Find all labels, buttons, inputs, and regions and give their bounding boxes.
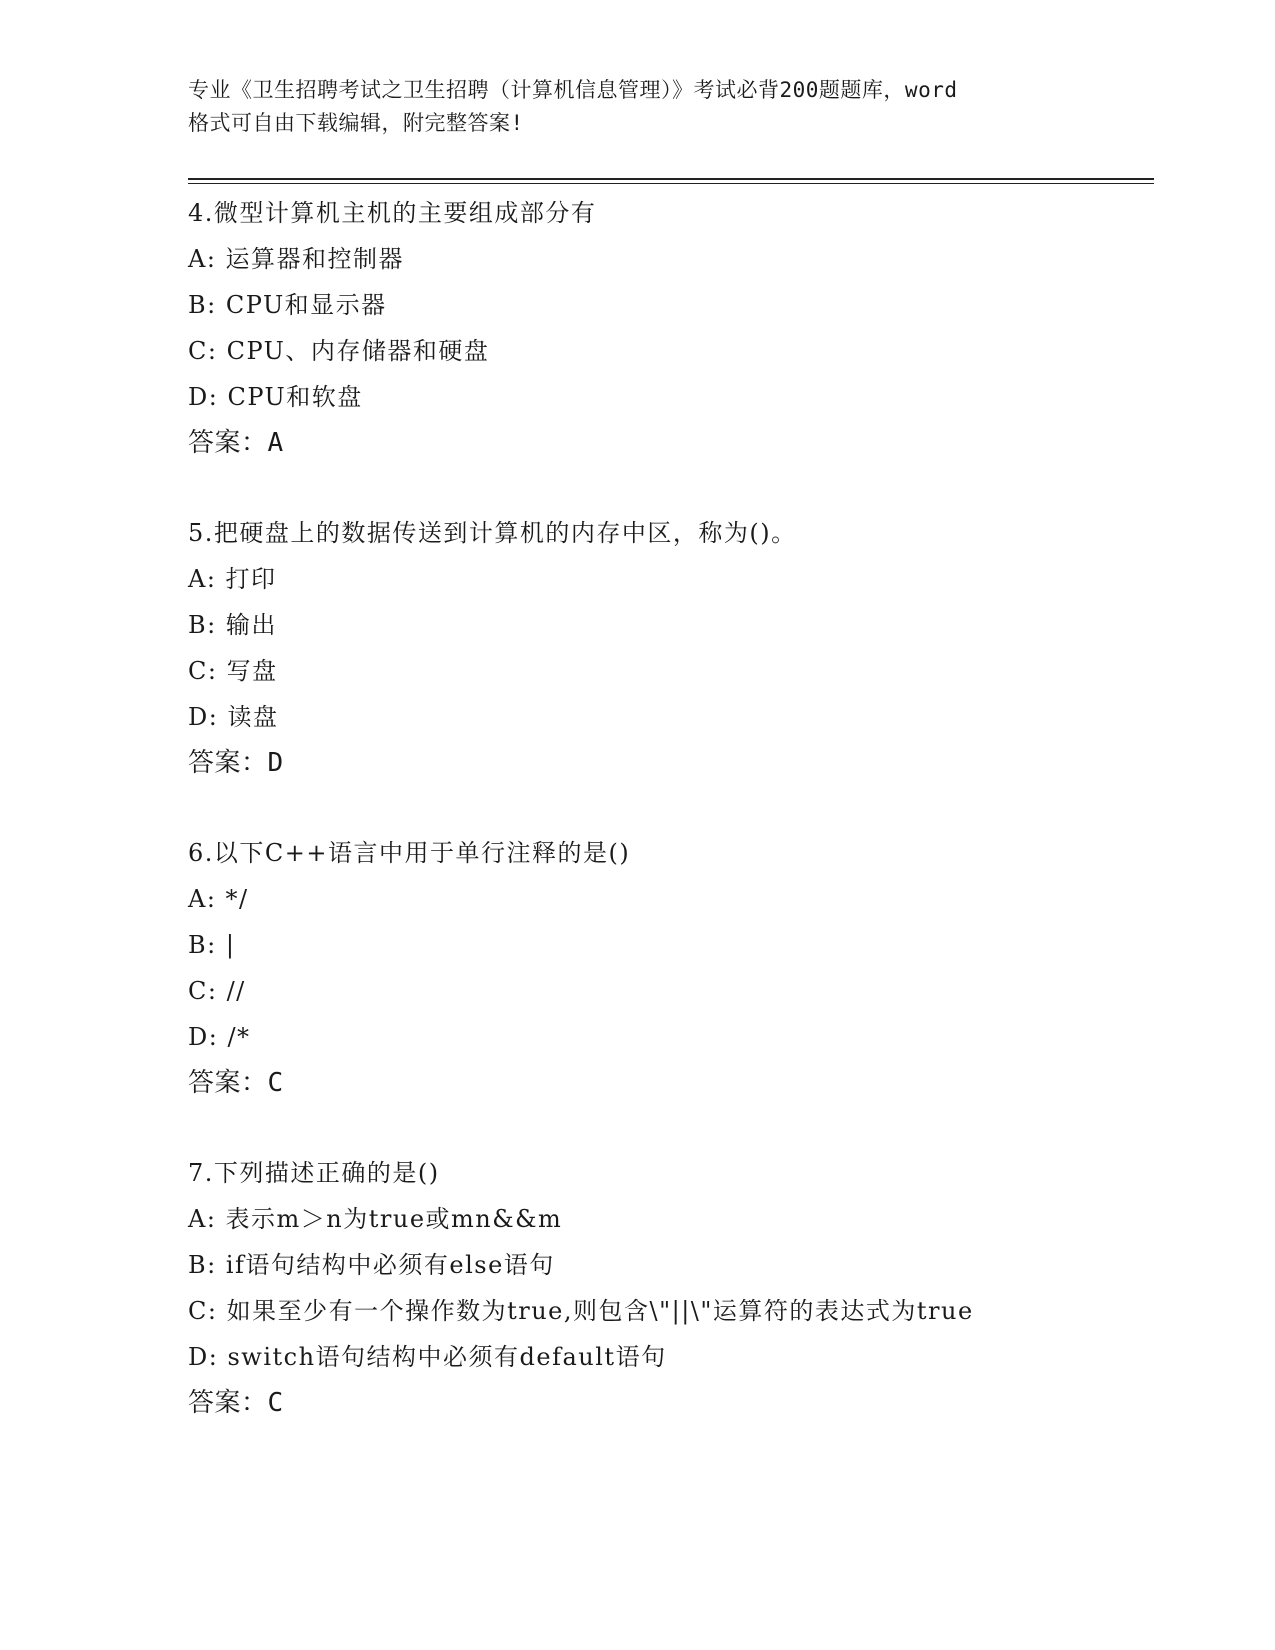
header-divider-thick <box>188 178 1154 180</box>
header-line-2: 格式可自由下载编辑，附完整答案! <box>188 111 524 135</box>
option-d: D: 读盘 <box>188 703 279 731</box>
answer: 答案：D <box>188 748 284 778</box>
question-stem: 7.下列描述正确的是() <box>188 1159 440 1187</box>
option-c: C: 如果至少有一个操作数为true,则包含\"||\"运算符的表达式为true <box>188 1297 974 1325</box>
question-list <box>188 190 1148 1426</box>
header-line-1: 专业《卫生招聘考试之卫生招聘（计算机信息管理）》考试必背200题题库，word <box>188 78 958 102</box>
question-stem: 6.以下C++语言中用于单行注释的是() <box>188 839 631 867</box>
option-b: B: if语句结构中必须有else语句 <box>188 1251 555 1279</box>
option-b: B: 输出 <box>188 611 277 639</box>
answer: 答案：C <box>188 1388 284 1418</box>
question-4 <box>188 190 1148 466</box>
option-a: A: 运算器和控制器 <box>188 245 405 273</box>
option-d: D: CPU和软盘 <box>188 383 363 411</box>
answer: 答案：C <box>188 1068 284 1098</box>
option-a: A: */ <box>188 885 249 913</box>
option-d: D: switch语句结构中必须有default语句 <box>188 1343 667 1371</box>
option-b: B: | <box>188 931 236 959</box>
question-5 <box>188 510 1148 786</box>
header-divider-thin <box>188 183 1154 184</box>
question-stem: 5.把硬盘上的数据传送到计算机的内存中区，称为()。 <box>188 519 797 547</box>
answer: 答案：A <box>188 428 284 458</box>
option-d: D: /* <box>188 1023 251 1051</box>
option-c: C: CPU、内存储器和硬盘 <box>188 337 490 365</box>
question-7 <box>188 1150 1148 1426</box>
question-6 <box>188 830 1148 1106</box>
document-header <box>188 74 1088 140</box>
option-a: A: 表示m＞n为true或mn&&m <box>188 1205 563 1233</box>
question-stem: 4.微型计算机主机的主要组成部分有 <box>188 199 597 227</box>
option-b: B: CPU和显示器 <box>188 291 387 319</box>
option-c: C: // <box>188 977 246 1005</box>
option-a: A: 打印 <box>188 565 277 593</box>
option-c: C: 写盘 <box>188 657 278 685</box>
